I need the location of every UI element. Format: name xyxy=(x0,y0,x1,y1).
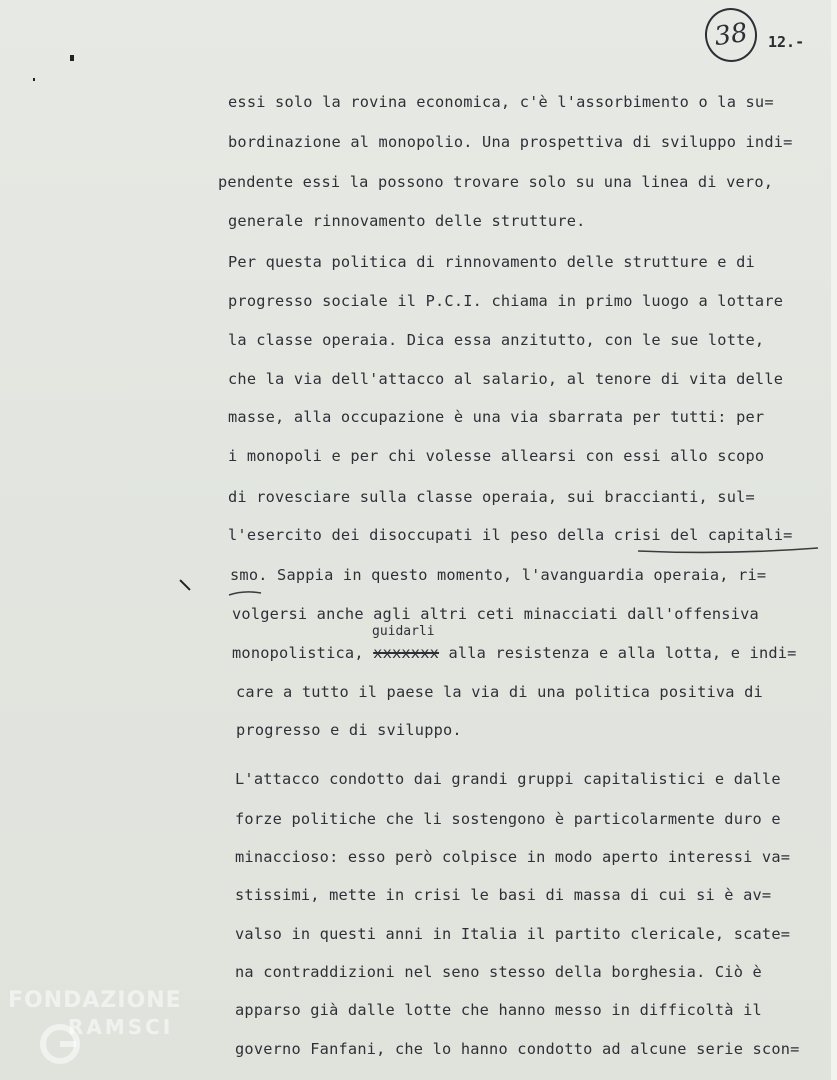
struck-out-word: xxxxxxx xyxy=(373,644,440,662)
text-line: minaccioso: esso però colpisce in modo aperto interessi va= xyxy=(235,848,791,866)
text-line: che la via dell'attacco al salario, al tenore di vita delle xyxy=(228,370,784,388)
text-line: l'esercito dei disoccupati il peso della crisi del capitali= xyxy=(228,526,793,544)
text-line: pendente essi la possono trovare solo su una linea di vero, xyxy=(218,173,774,191)
text-line: care a tutto il paese la via di una politica positiva di xyxy=(236,683,763,701)
corrected-text-line xyxy=(232,644,797,662)
text-line: progresso sociale il P.C.I. chiama in primo luogo a lottare xyxy=(228,292,784,310)
text-line: i monopoli e per chi volesse allearsi con essi allo scopo xyxy=(228,447,765,465)
text-line: governo Fanfani, che lo hanno condotto ad alcune serie scon= xyxy=(235,1040,800,1058)
ink-speck xyxy=(33,78,35,81)
text-line: masse, alla occupazione è una via sbarrata per tutti: per xyxy=(228,408,765,426)
watermark-line1: FONDAZIONE xyxy=(8,988,182,1013)
archive-watermark xyxy=(8,988,182,1039)
text-line: forze politiche che li sostengono è particolarmente duro e xyxy=(235,810,781,828)
line-segment: monopolistica, xyxy=(232,644,374,662)
text-line: bordinazione al monopolio. Una prospettiva di sviluppo indi= xyxy=(228,133,793,151)
ink-speck xyxy=(70,55,74,61)
archive-number-circled xyxy=(701,5,760,66)
watermark-g-logo-icon xyxy=(38,1022,82,1066)
page-edge xyxy=(831,0,837,1080)
inserted-word: guidarli xyxy=(372,624,435,639)
text-line: valso in questi anni in Italia il partito clericale, scate= xyxy=(235,925,791,943)
text-line: L'attacco condotto dai grandi gruppi capitalistici e dalle xyxy=(235,770,781,788)
line-segment: alla resistenza e alla lotta, e indi= xyxy=(439,644,797,662)
text-line: stissimi, mette in crisi le basi di massa di cui si è av= xyxy=(235,886,772,904)
margin-tick-mark xyxy=(179,579,190,590)
watermark-line2: RAMSCI xyxy=(68,1015,174,1039)
archive-number: 38 xyxy=(712,17,750,53)
text-line: volgersi anche agli altri ceti minacciati dall'offensiva xyxy=(232,605,759,623)
text-line: di rovesciare sulla classe operaia, sui braccianti, sul= xyxy=(228,488,755,506)
text-line: essi solo la rovina economica, c'è l'assorbimento o la su= xyxy=(228,93,774,111)
text-line: apparso già dalle lotte che hanno messo in difficoltà il xyxy=(235,1001,762,1019)
page-number: 12.- xyxy=(768,33,805,51)
text-line: smo. Sappia in questo momento, l'avanguardia operaia, ri= xyxy=(230,566,767,584)
text-line: la classe operaia. Dica essa anzitutto, con le sue lotte, xyxy=(228,331,765,349)
text-line: Per questa politica di rinnovamento delle strutture e di xyxy=(228,253,755,271)
text-line: generale rinnovamento delle strutture. xyxy=(228,212,586,230)
handwritten-underline xyxy=(636,545,820,555)
handwritten-underline xyxy=(228,589,262,597)
text-line: progresso e di sviluppo. xyxy=(236,721,462,739)
text-line: na contraddizioni nel seno stesso della borghesia. Ciò è xyxy=(235,963,762,981)
